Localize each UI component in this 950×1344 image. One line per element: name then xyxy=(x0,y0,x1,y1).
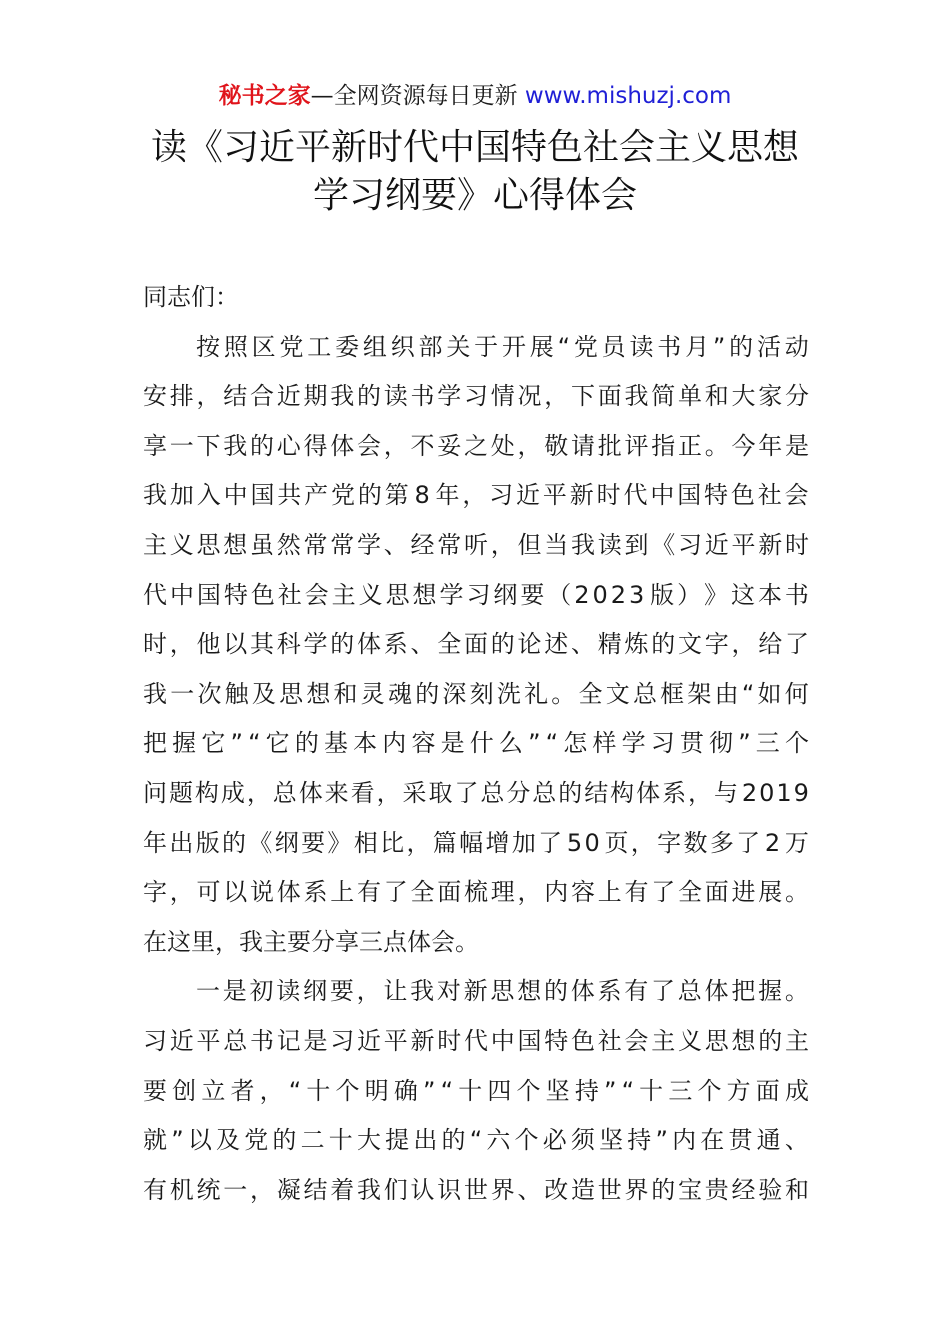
text-line: 享 一 下 我 的 心 得 体 会 ， 不 妥 之 处 ， 敬 请 批 评 指 正 。 今 年 是 xyxy=(143,431,809,460)
document-body xyxy=(143,273,809,1215)
title-line-1: 读《习近平新时代中国特色社会主义思想 xyxy=(150,127,799,168)
text-line: 时 ， 他 以 其 科 学 的 体 系 、 全 面 的 论 述 、 精 炼 的 文 字 ， 给 了 xyxy=(143,630,809,659)
text-line: 在这里，我主要分享三点体会。 xyxy=(143,927,479,956)
text-line: 一 是 初 读 纲 要 ， 让 我 对 新 思 想 的 体 系 有 了 总 体 把 握 。 xyxy=(196,977,809,1006)
site-brand: 秘书之家 xyxy=(218,83,311,109)
title-line-2: 学习纲要》心得体会 xyxy=(312,175,637,216)
text-line: 要 创 立 者 ， “ 十 个 明 确 ” “ 十 四 个 坚 持 ” “ 十 三 个 方 面 成 xyxy=(143,1076,809,1105)
text-line: 把 握 它 ” “ 它 的 基 本 内 容 是 什 么 ” “ 怎 样 学 习 贯 彻 ” 三 个 xyxy=(143,729,809,758)
site-header xyxy=(0,80,950,112)
site-tagline: —全网资源每日更新 xyxy=(310,83,525,109)
salutation: 同志们： xyxy=(143,283,239,311)
text-line: 主 义 思 想 虽 然 常 常 学 、 经 常 听 ， 但 当 我 读 到 《 习 近 平 新 时 xyxy=(143,530,809,559)
text-line: 问 题 构 成 ， 总 体 来 看 ， 采 取 了 总 分 总 的 结 构 体 系 ， 与 2 0 1 9 xyxy=(143,778,809,807)
text-line: 字 ， 可 以 说 体 系 上 有 了 全 面 梳 理 ， 内 容 上 有 了 全 面 进 展 。 xyxy=(143,878,809,907)
text-line: 我 一 次 触 及 思 想 和 灵 魂 的 深 刻 洗 礼 。 全 文 总 框 架 由 “ 如 何 xyxy=(143,679,809,708)
text-line: 按 照 区 党 工 委 组 织 部 关 于 开 展 “ 党 员 读 书 月 ” 的 活 动 xyxy=(196,332,809,361)
document-title xyxy=(0,124,950,220)
text-line: 我 加 入 中 国 共 产 党 的 第 8 年 ， 习 近 平 新 时 代 中 国 特 色 社 会 xyxy=(143,481,809,510)
text-line: 安 排 ， 结 合 近 期 我 的 读 书 学 习 情 况 ， 下 面 我 简 单 和 大 家 分 xyxy=(143,382,809,411)
text-line: 年 出 版 的 《 纲 要 》 相 比 ， 篇 幅 增 加 了 5 0 页 ， 字 数 多 了 2 万 xyxy=(143,828,809,857)
text-line: 习 近 平 总 书 记 是 习 近 平 新 时 代 中 国 特 色 社 会 主 义 思 想 的 主 xyxy=(143,1026,809,1055)
text-line: 就 ” 以 及 党 的 二 十 大 提 出 的 “ 六 个 必 须 坚 持 ” 内 在 贯 通 、 xyxy=(143,1126,809,1155)
site-url-link[interactable]: www.mishuzj.com xyxy=(524,83,732,109)
text-line: 代 中 国 特 色 社 会 主 义 思 想 学 习 纲 要 （ 2 0 2 3 版 ） 》 这 本 书 xyxy=(143,580,809,609)
text-line: 有 机 统 一 ， 凝 结 着 我 们 认 识 世 界 、 改 造 世 界 的 宝 贵 经 验 和 xyxy=(143,1175,809,1204)
